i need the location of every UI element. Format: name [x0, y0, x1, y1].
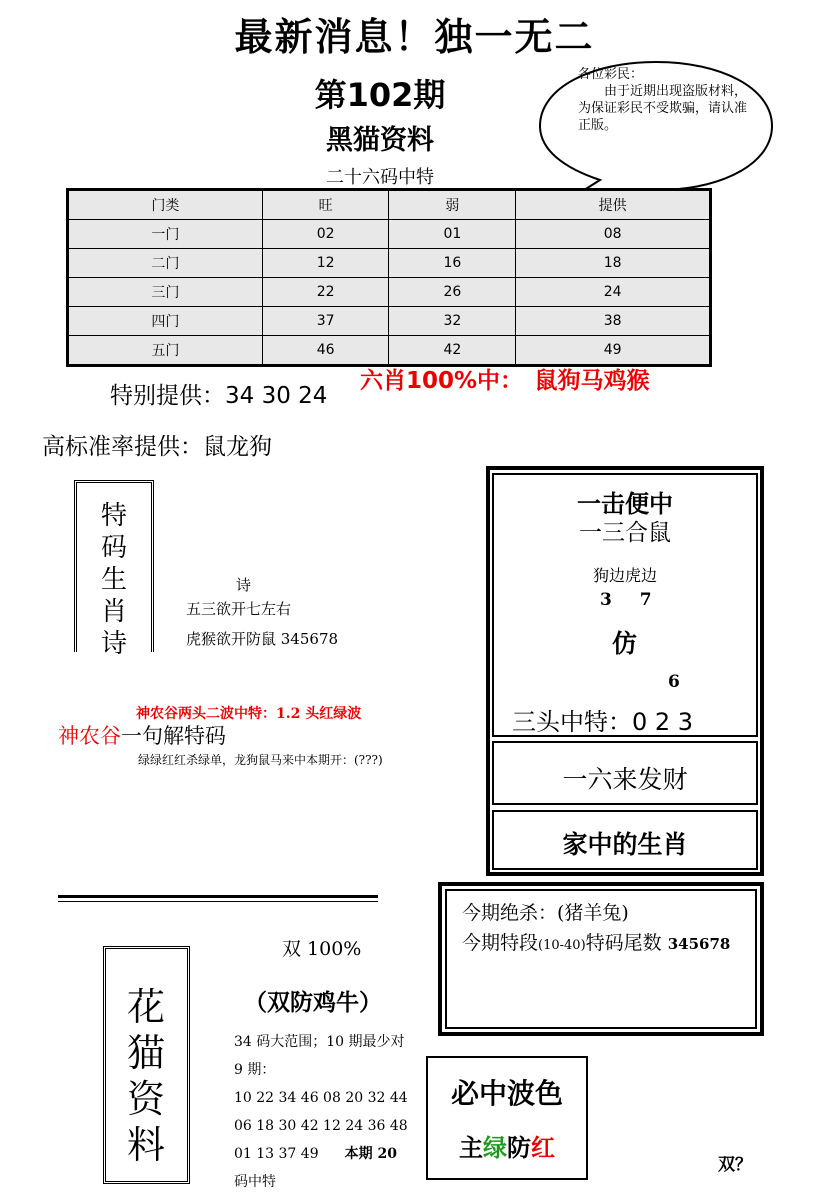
huamao-char: 花	[126, 985, 165, 1029]
bubble-text	[578, 66, 748, 134]
shennong-line	[58, 720, 226, 750]
huamao-char: 资	[126, 1077, 165, 1121]
special-offer: 特别提供：34 30 24	[110, 383, 328, 409]
code-line: 34 码大范围；10 期最少对	[234, 1034, 405, 1050]
table-row	[68, 220, 711, 249]
table-header: 门类	[68, 190, 263, 220]
table-cell: 一门	[68, 220, 263, 249]
kill-seg-a: 今期特段	[462, 932, 539, 954]
tip-subheading: 一三合鼠	[579, 520, 671, 546]
bubble-line-1: 各位彩民：	[578, 67, 644, 82]
code-seg: 01 13 37 49	[234, 1146, 319, 1162]
table-row	[68, 278, 711, 307]
tip-heading: 一击便中	[577, 489, 673, 518]
issue-number: 第102期	[314, 76, 446, 114]
shennong-prefix: 神农谷	[58, 724, 121, 748]
table-row	[68, 307, 711, 336]
double-question: 双？	[718, 1155, 752, 1175]
code-line: 10 22 34 46 08 20 32 44	[234, 1090, 408, 1106]
shennong-note: 绿绿红红杀绿单，龙狗鼠马来中本期开：(???)	[138, 753, 383, 767]
code-seg-current: 本期 20	[344, 1146, 397, 1162]
table-cell: 五门	[68, 336, 263, 366]
shennong-red-line: 神农谷两头二波中特：1.2 头红绿波	[136, 706, 362, 722]
subtitle: 黑猫资料	[326, 125, 434, 156]
table-header: 弱	[389, 190, 516, 220]
table-header: 提供	[516, 190, 711, 220]
door-table	[66, 188, 712, 367]
huamao-title	[118, 984, 174, 1168]
table-cell: 01	[389, 220, 516, 249]
wave-guard: 防	[507, 1133, 531, 1162]
code-line: 9 期：	[234, 1062, 276, 1078]
kill-seg-d: 345678	[667, 935, 731, 953]
wave-main: 主	[459, 1133, 483, 1162]
table-cell: 37	[262, 307, 389, 336]
table-header: 旺	[262, 190, 389, 220]
wave-color-title: 必中波色	[450, 1077, 563, 1110]
table-cell: 22	[262, 278, 389, 307]
home-zodiac-text: 家中的生肖	[562, 830, 688, 859]
wave-green: 绿	[483, 1133, 507, 1162]
shennong-rest: 一句解特码	[121, 724, 226, 748]
table-header-row	[68, 190, 711, 220]
wave-red: 红	[531, 1133, 555, 1162]
table-cell: 49	[516, 336, 711, 366]
bubble-line-2: 由于近期出现盗版材料，为保证彩民不受欺骗，请认准正版。	[578, 84, 748, 133]
poem-char: 生	[100, 565, 127, 595]
table-cell: 08	[516, 220, 711, 249]
double-100: 双 100%	[282, 938, 362, 960]
poem-label: 诗	[236, 576, 252, 594]
code-line: 06 18 30 42 12 24 36 48	[234, 1118, 408, 1134]
table-cell: 26	[389, 278, 516, 307]
poem-line-1: 五三欲开七左右	[186, 600, 292, 618]
table-cell: 24	[516, 278, 711, 307]
huamao-char: 料	[126, 1123, 165, 1167]
kill-line-2	[462, 928, 730, 955]
subtitle-2: 二十六码中特	[326, 167, 434, 188]
code-line: 码中特	[234, 1174, 276, 1190]
poem-char: 特	[100, 501, 127, 531]
table-cell: 12	[262, 249, 389, 278]
table-cell: 18	[516, 249, 711, 278]
poem-char: 诗	[100, 629, 127, 659]
table-cell: 46	[262, 336, 389, 366]
kill-seg-b: (10-40)	[538, 938, 586, 953]
kill-line-1: 今期绝杀：(猪羊兔)	[462, 902, 629, 924]
table-cell: 02	[262, 220, 389, 249]
table-cell: 42	[389, 336, 516, 366]
tip-six: 6	[668, 672, 680, 692]
tip-numbers: 3 7	[600, 590, 652, 610]
high-standard: 高标准率提供：鼠龙狗	[42, 434, 272, 460]
poem-char: 肖	[100, 597, 127, 627]
table-cell: 二门	[68, 249, 263, 278]
table-row	[68, 336, 711, 366]
code-list	[234, 1028, 414, 1196]
table-cell: 32	[389, 307, 516, 336]
table-row	[68, 249, 711, 278]
fang-line: （双防鸡牛）	[244, 989, 382, 1016]
poem-line-2: 虎猴欲开防鼠 345678	[186, 630, 339, 648]
divider	[58, 901, 378, 902]
code-line	[234, 1140, 414, 1168]
tip-hint: 狗边虎边	[592, 566, 657, 585]
page-title: 最新消息！独一无二	[234, 14, 595, 59]
table-cell: 38	[516, 307, 711, 336]
three-head: 三头中特：0 2 3	[512, 708, 694, 736]
table-cell: 三门	[68, 278, 263, 307]
six-zodiac: 六肖100%中： 鼠狗马鸡猴	[360, 368, 650, 394]
huamao-char: 猫	[126, 1031, 165, 1075]
poem-vertical-title	[96, 500, 132, 660]
table-cell: 四门	[68, 307, 263, 336]
poem-char: 码	[100, 533, 127, 563]
kill-seg-c: 特码尾数	[585, 932, 662, 954]
fortune-text: 一六来发财	[562, 765, 688, 794]
tip-fang: 仿	[612, 629, 638, 658]
table-cell: 16	[389, 249, 516, 278]
wave-color-line	[426, 1128, 588, 1163]
divider	[58, 895, 378, 898]
